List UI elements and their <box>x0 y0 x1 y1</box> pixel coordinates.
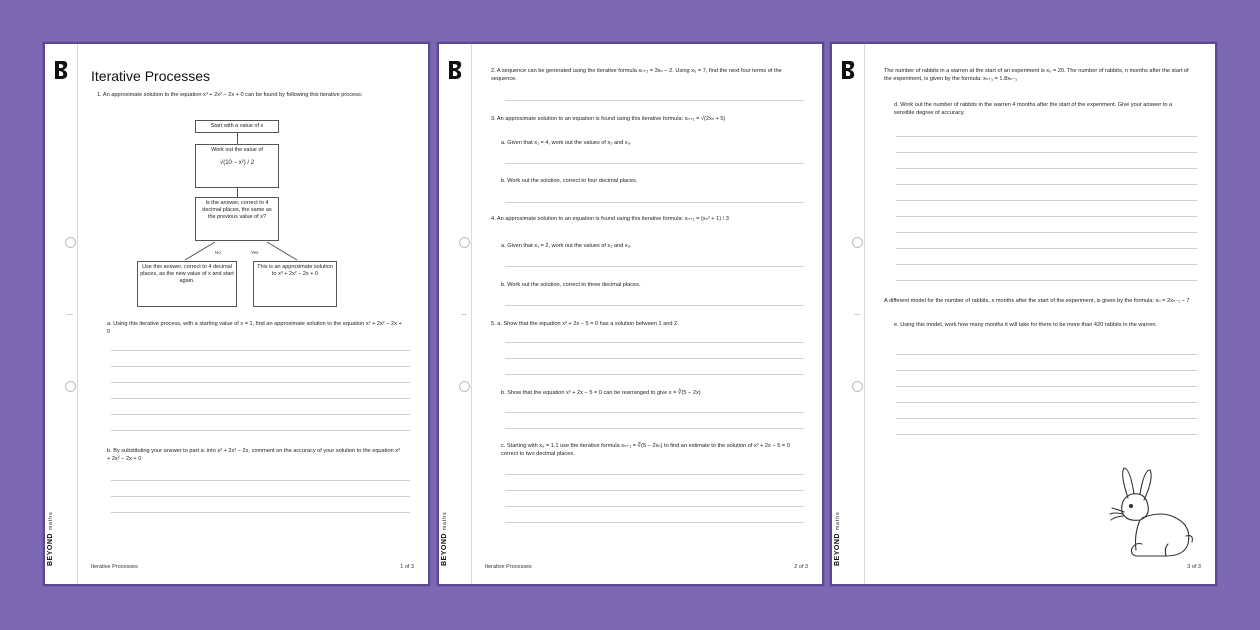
flow-work-box <box>195 144 279 188</box>
binder-strip <box>45 44 78 584</box>
question-1b: b. By substituting your answer to part a. into x³ + 2x² − 2x, comment on the accuracy of your solution to the equation x³ + 2x² − 2x + 0 <box>107 448 400 462</box>
punch-hole <box>852 237 863 248</box>
question-5c: c. Starting with x₀ = 1.1 use the iterative formula xₙ₊₁ = ∛(5 − 2xₙ) to find an estimate to the solution of x³ + 2x − 5 = 0 correct to two decimal places. <box>501 443 790 457</box>
answer-line[interactable] <box>896 386 1197 387</box>
flow-no-box: Use this answer, correct to 4 decimal places, as the new value of x and start again. <box>137 261 237 307</box>
beyond-logo-icon <box>53 60 69 80</box>
question-4: 4. An approximate solution to an equation is found using this iterative formula: xₙ₊₁ = (xₙ³ + 1) / 3 <box>491 216 729 222</box>
flow-yes-label: Yes <box>251 250 259 255</box>
worksheet-page-3 <box>830 42 1217 586</box>
brand-label: BEYONDmaths <box>441 511 448 566</box>
answer-line[interactable] <box>505 342 804 343</box>
answer-line[interactable] <box>505 266 804 267</box>
rabbits-intro-2: A different model for the number of rabbits, x months after the start of the experiment, is given by the formula: xₙ = 2xₙ₋₁ − 7 <box>884 298 1190 304</box>
flow-formula: √(10 − x²) / 2 <box>219 160 255 166</box>
punch-hole <box>65 237 76 248</box>
answer-line[interactable] <box>111 382 410 383</box>
answer-line[interactable] <box>896 402 1197 403</box>
divider <box>461 314 467 315</box>
flow-yes-box: This is an approximate solution to x³ + 2x² − 2x + 0 <box>253 261 337 307</box>
flow-work-label: Work out the value of <box>211 147 263 153</box>
answer-line[interactable] <box>896 434 1197 435</box>
question-2: 2. A sequence can be generated using the iterative formula xₙ₊₁ = 3xₙ − 2. Using x₀ = 7, find the next four terms of the sequence. <box>491 68 782 82</box>
answer-line[interactable] <box>505 202 804 203</box>
answer-line[interactable] <box>505 490 804 491</box>
answer-line[interactable] <box>111 398 410 399</box>
brand-label: BEYONDmaths <box>834 511 841 566</box>
flow-arrow <box>237 133 238 144</box>
answer-line[interactable] <box>505 358 804 359</box>
answer-line[interactable] <box>505 428 804 429</box>
divider <box>854 314 860 315</box>
flow-no-label: No <box>215 250 221 255</box>
question-3b: b. Work out the solution, correct to four decimal places. <box>501 178 638 184</box>
answer-line[interactable] <box>505 522 804 523</box>
answer-line[interactable] <box>896 136 1197 137</box>
answer-line[interactable] <box>111 512 410 513</box>
answer-line[interactable] <box>896 280 1197 281</box>
answer-line[interactable] <box>111 414 410 415</box>
question-4b: b. Work out the solution, correct to three decimal places. <box>501 282 641 288</box>
answer-line[interactable] <box>896 354 1197 355</box>
punch-hole <box>459 381 470 392</box>
footer-title: Iterative Processes <box>485 564 532 570</box>
page-number: 1 of 3 <box>400 564 414 570</box>
answer-line[interactable] <box>896 184 1197 185</box>
answer-line[interactable] <box>505 100 804 101</box>
answer-line[interactable] <box>111 350 410 351</box>
page-title: Iterative Processes <box>91 68 211 84</box>
answer-line[interactable] <box>505 163 804 164</box>
answer-line[interactable] <box>111 366 410 367</box>
question-1-intro: 1. An approximate solution to the equation x³ + 2x² − 2x + 0 can be found by following this iterative process: <box>97 92 363 98</box>
answer-line[interactable] <box>896 168 1197 169</box>
answer-line[interactable] <box>896 216 1197 217</box>
binder-strip <box>439 44 472 584</box>
punch-hole <box>65 381 76 392</box>
flow-branch-arrows <box>135 240 355 262</box>
answer-line[interactable] <box>896 232 1197 233</box>
flow-decision-box: Is the answer, correct to 4 decimal places, the same as the previous value of x? <box>195 197 279 241</box>
question-3: 3. An approximate solution to an equation is found using this iterative formula: xₙ₊₁ = √(2xₙ + 5) <box>491 116 726 122</box>
answer-line[interactable] <box>111 480 410 481</box>
beyond-logo-icon <box>840 60 856 80</box>
answer-line[interactable] <box>896 248 1197 249</box>
question-1a: a. Using this iterative process, with a starting value of x = 1, find an approximate solution to the equation x³ + 2x² − 2x + 0 <box>107 321 402 335</box>
answer-line[interactable] <box>505 506 804 507</box>
question-5b: b. Show that the equation x³ + 2x − 5 = 0 can be rearranged to give x = ∛(5 − 2x) <box>501 390 701 396</box>
footer-title: Iterative Processes <box>91 564 138 570</box>
answer-line[interactable] <box>896 200 1197 201</box>
flow-start-box: Start with a value of x <box>195 120 279 133</box>
beyond-logo-icon <box>447 60 463 80</box>
answer-line[interactable] <box>111 496 410 497</box>
page-number: 2 of 3 <box>794 564 808 570</box>
answer-line[interactable] <box>505 374 804 375</box>
binder-strip <box>832 44 865 584</box>
flow-arrow <box>237 188 238 197</box>
answer-line[interactable] <box>896 152 1197 153</box>
divider <box>67 314 73 315</box>
question-3a: a. Given that x₁ = 4, work out the values of x₂ and x₃. <box>501 140 632 146</box>
rabbits-intro: The number of rabbits in a warren at the start of an experiment is x₀ = 20. The number of rabbits, n months after the start of the experiment, is given by the formula: xₙ₊₁ = 1.8xₙ₋₁ <box>884 68 1189 82</box>
answer-line[interactable] <box>505 412 804 413</box>
answer-line[interactable] <box>896 418 1197 419</box>
question-e: e. Using this model, work how many months it will take for there to be more than 420 rabbits in the warren. <box>894 322 1158 328</box>
punch-hole <box>852 381 863 392</box>
worksheet-page-2 <box>437 42 824 586</box>
punch-hole <box>459 237 470 248</box>
question-d: d. Work out the number of rabbits in the warren 4 months after the start of the experiment. Give your answer to a sensible degree of accuracy. <box>894 102 1173 116</box>
page-number: 3 of 3 <box>1187 564 1201 570</box>
answer-line[interactable] <box>505 474 804 475</box>
answer-line[interactable] <box>505 305 804 306</box>
answer-line[interactable] <box>896 370 1197 371</box>
answer-line[interactable] <box>896 264 1197 265</box>
question-5a: 5. a. Show that the equation x³ + 2x − 5 = 0 has a solution between 1 and 2. <box>491 321 679 327</box>
answer-line[interactable] <box>111 430 410 431</box>
brand-label: BEYONDmaths <box>47 511 54 566</box>
rabbit-illustration-icon <box>1106 464 1198 560</box>
worksheet-page-1 <box>43 42 430 586</box>
question-4a: a. Given that x₁ = 2, work out the values of x₂ and x₃. <box>501 243 632 249</box>
